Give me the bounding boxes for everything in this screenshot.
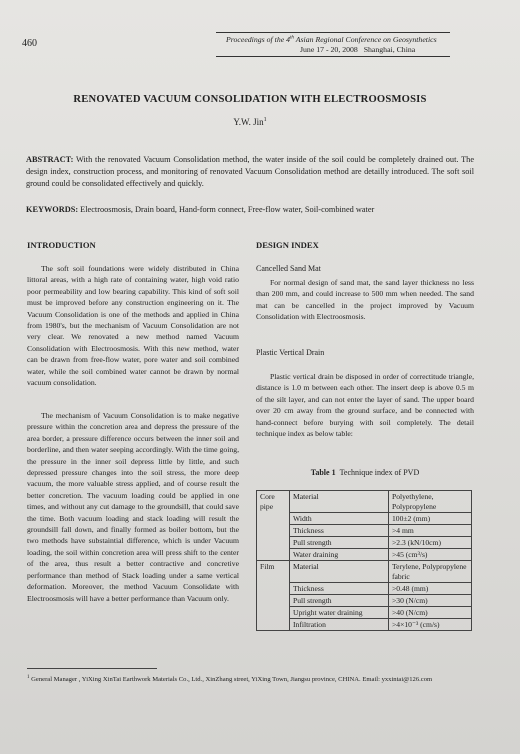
table-group-cell: Core pipe	[257, 491, 290, 561]
table-cell: Polyethylene, Polypropylene	[389, 491, 472, 513]
table-cell: >2.3 (kN/10cm)	[389, 537, 472, 549]
page-number: 460	[22, 38, 37, 49]
table-cell: Width	[290, 513, 389, 525]
table-row	[257, 537, 472, 549]
author-name: Y.W. Jin	[233, 117, 264, 127]
paper-title: RENOVATED VACUUM CONSOLIDATION WITH ELECTROOSMOSIS	[73, 94, 427, 105]
table-caption	[256, 468, 474, 477]
table-row	[257, 491, 472, 513]
footnote-text: General Manager , YiXing XinTai Earthwork Materials Co., Ltd., XinZhang street, YiXing Town, Jiangsu province, CHINA. Email: yxxintai@126.com	[31, 676, 433, 684]
keywords-label: KEYWORDS:	[26, 205, 79, 214]
conference-dates: June 17 - 20, 2008	[300, 45, 358, 54]
footnote-rule	[27, 668, 157, 669]
running-header-proceedings	[226, 35, 456, 44]
table-row	[257, 525, 472, 537]
proceedings-suffix: Asian Regional Conference on Geosynthetics	[293, 35, 437, 44]
footnote	[27, 673, 474, 685]
table-cell: Thickness	[290, 583, 389, 595]
proceedings-prefix: Proceedings of the 4	[226, 35, 291, 44]
table-cell: Thickness	[290, 525, 389, 537]
table-group-cell: Film	[257, 561, 290, 631]
keywords-text: Electroosmosis, Drain board, Hand-form connect, Free-flow water, Soil-combined water	[80, 205, 375, 214]
table-cell: Pull strength	[290, 537, 389, 549]
introduction-heading: INTRODUCTION	[27, 240, 96, 250]
design-index-heading: DESIGN INDEX	[256, 240, 319, 250]
table-row	[257, 619, 472, 631]
table-cell: Upright water draining	[290, 607, 389, 619]
table-cell: Water draining	[290, 549, 389, 561]
table-cell: Material	[290, 491, 389, 513]
pvd-technique-table	[256, 490, 472, 631]
table-row	[257, 607, 472, 619]
author-line	[30, 117, 470, 127]
sand-mat-paragraph: For normal design of sand mat, the sand layer thickness no less than 200 mm, and could increase to 500 mm when needed. The sand mat can be cancelled in the project improved by Vacuum Consolidation with Electroosmosis.	[256, 278, 474, 322]
drain-heading: Plastic Vertical Drain	[256, 348, 325, 357]
abstract-label: ABSTRACT:	[26, 155, 74, 164]
author-footnote-mark: 1	[263, 117, 267, 123]
sand-mat-heading: Cancelled Sand Mat	[256, 264, 321, 273]
header-top-rule	[216, 32, 450, 33]
table-cell: Pull strength	[290, 595, 389, 607]
table-row	[257, 561, 472, 583]
table-row	[257, 513, 472, 525]
footnote-mark: 1	[27, 675, 30, 680]
running-header-dates	[300, 45, 460, 54]
abstract	[26, 154, 474, 191]
table-cell: >30 (N/cm)	[389, 595, 472, 607]
table-row	[257, 583, 472, 595]
keywords	[26, 204, 474, 216]
abstract-text: With the renovated Vacuum Consolidation method, the water inside of the soil could be completely drained out. The design index, construction process, and monitoring of renovated Vacuum Consolidation method are detailly introduced. The soft soil ground could be consolidated effectively and quickly.	[26, 155, 474, 189]
introduction-paragraph-2: The mechanism of Vacuum Consolidation is to make negative pressure within the concretion area and depress the pressure of the area border, a pressure difference occurs between the inner soil and borderline, and then water seeping accordingly. With the time going, the pressure in the inner soil depress little by little, and such depressed pressure changes into the soil stress, the more deep vacuum, the more valuable stress applied, and of course result the better concretion. The vacuum loading could be applied in one times, and without any cut damage to the groundsill, that could save the time. Both vacuum loading and stack loading will result the groundsill fall down, and finally formed as boiler bottom, but the two methods have substaintial difference, which is under Vacuum loading, the soil within concretion area will press shift to the center of the area, thus result a better contractive and concretive performance than method of Stack loading under a same vertical deformation. Moreover, the method Vacuum Consolidate with Electroosmosis will have a better performance than Vacuum only.	[27, 411, 239, 603]
table-cell: 100±2 (mm)	[389, 513, 472, 525]
drain-paragraph: Plastic vertical drain be disposed in order of correctitude triangle, distance is 1.0 m between each other. The insert deep is above 0.5 m of the silt layer, and can not enter the layer of sand. The upper board over 20 cm away from the ground surface, and be connected with hand-connect before burying with soil completely. The detail technique index as below table:	[256, 372, 474, 439]
table-cell: >4×10⁻³ (cm/s)	[389, 619, 472, 631]
table-cell: Infiltration	[290, 619, 389, 631]
conference-location: Shanghai, China	[363, 45, 416, 54]
table-cell: >0.48 (mm)	[389, 583, 472, 595]
header-bottom-rule	[216, 56, 450, 57]
table-row	[257, 595, 472, 607]
table-caption-label: Table 1	[310, 468, 336, 477]
table-cell: >40 (N/cm)	[389, 607, 472, 619]
table-row	[257, 549, 472, 561]
proceedings-sup: th	[290, 35, 294, 41]
table-cell: >4 mm	[389, 525, 472, 537]
table-cell: Terylene, Polypropylene fabric	[389, 561, 472, 583]
table-cell: Material	[290, 561, 389, 583]
table-cell: >45 (cm³/s)	[389, 549, 472, 561]
table-caption-text: Technique index of PVD	[339, 468, 420, 477]
introduction-paragraph-1: The soft soil foundations were widely distributed in China littoral areas, with a high rate of containing water, high void ratio poor permeability and low bearing capability. This kind of soft soil must be improved before any construction engineering on it. The Vacuum Consolidation is one of the methods and applied in China from 1980's, but the mechanism of Vacuum Consolidation are not very clear. We renovated a new method named Vacuum Consolidation with Electroosmosis. With this new method, water can be drawn from free-flow water, pore water and soil combined water, while the soil combined water cannot be drawn by normal vacuum consolidation.	[27, 264, 239, 388]
